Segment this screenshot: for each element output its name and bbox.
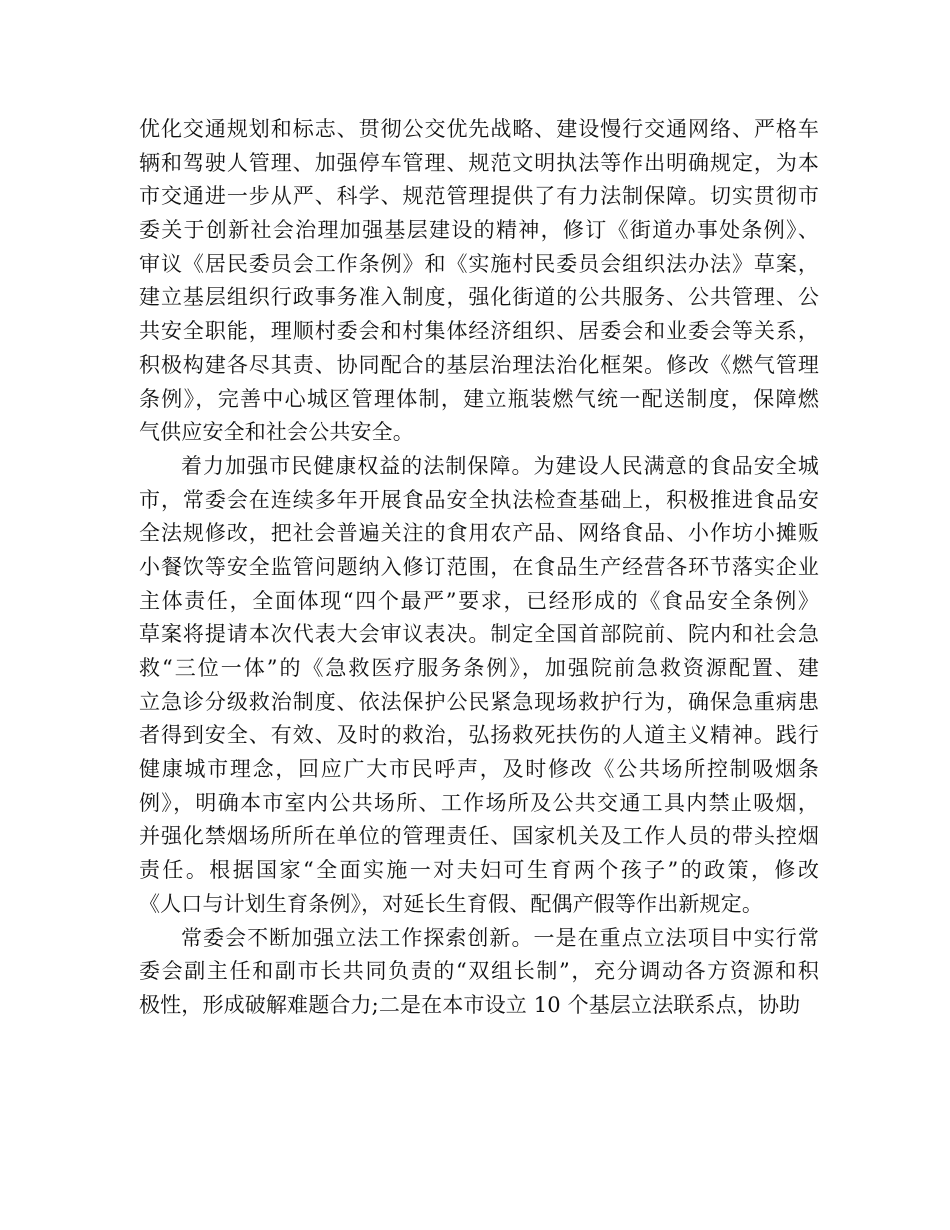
text-line: 者得到安全、有效、及时的救治，弘扬救死扶伤的人道主义精神。践行 — [139, 723, 819, 748]
text-line: 并强化禁烟场所所在单位的管理责任、国家机关及工作人员的带头控烟 — [139, 824, 819, 849]
text-line: 委关于创新社会治理加强基层建设的精神，修订《街道办事处条例》、 — [139, 218, 819, 243]
text-line: 辆和驾驶人管理、加强停车管理、规范文明执法等作出明确规定，为本 — [139, 150, 819, 175]
text-line: 救“三位一体”的《急救医疗服务条例》，加强院前急救资源配置、建 — [139, 656, 819, 680]
text-line: 立急诊分级救治制度、依法保护公民紧急现场救护行为，确保急重病患 — [139, 689, 819, 714]
text-line: 共安全职能，理顺村委会和村集体经济组织、居委会和业委会等关系， — [139, 319, 819, 344]
paragraph — [139, 450, 819, 922]
text-line: 责任。根据国家“全面实施一对夫妇可生育两个孩子”的政策，修改 — [139, 858, 819, 883]
text-line: 全法规修改，把社会普遍关注的食用农产品、网络食品、小作坊小摊贩 — [139, 521, 819, 546]
text-line: 委会副主任和副市长共同负责的“双组长制”，充分调动各方资源和积 — [139, 959, 819, 984]
text-line: 草案将提请本次代表大会审议表决。制定全国首部院前、院内和社会急 — [139, 622, 819, 647]
text-line: 条例》，完善中心城区管理体制，建立瓶装燃气统一配送制度，保障燃 — [139, 386, 819, 411]
text-line: 建立基层组织行政事务准入制度，强化街道的公共服务、公共管理、公 — [139, 285, 819, 310]
text-line: 市，常委会在连续多年开展食品安全执法检查基础上，积极推进食品安 — [139, 487, 819, 512]
text-line: 优化交通规划和标志、贯彻公交优先战略、建设慢行交通网络、严格车 — [139, 117, 819, 141]
paragraph — [139, 922, 819, 1023]
text-line: 例》，明确本市室内公共场所、工作场所及公共交通工具内禁止吸烟， — [139, 790, 819, 815]
text-line: 着力加强市民健康权益的法制保障。为建设人民满意的食品安全城 — [181, 453, 819, 478]
text-line: 极性，形成破解难题合力;二是在本市设立 10 个基层立法联系点，协助 — [139, 992, 801, 1017]
text-line: 市交通进一步从严、科学、规范管理提供了有力法制保障。切实贯彻市 — [139, 184, 819, 209]
text-line: 气供应安全和社会公共安全。 — [139, 420, 414, 445]
document-body — [139, 113, 819, 1023]
text-line: 健康城市理念，回应广大市民呼声，及时修改《公共场所控制吸烟条 — [139, 757, 819, 782]
text-line: 《人口与计划生育条例》，对延长生育假、配偶产假等作出新规定。 — [139, 891, 763, 916]
text-line: 常委会不断加强立法工作探索创新。一是在重点立法项目中实行常 — [181, 925, 819, 950]
text-line: 积极构建各尽其责、协同配合的基层治理法治化框架。修改《燃气管理 — [139, 352, 819, 377]
text-line: 小餐饮等安全监管问题纳入修订范围，在食品生产经营各环节落实企业 — [139, 554, 819, 579]
text-line: 主体责任，全面体现“四个最严”要求，已经形成的《食品安全条例》 — [139, 588, 819, 613]
text-line: 审议《居民委员会工作条例》和《实施村民委员会组织法办法》草案， — [139, 251, 819, 276]
paragraph — [139, 113, 819, 450]
